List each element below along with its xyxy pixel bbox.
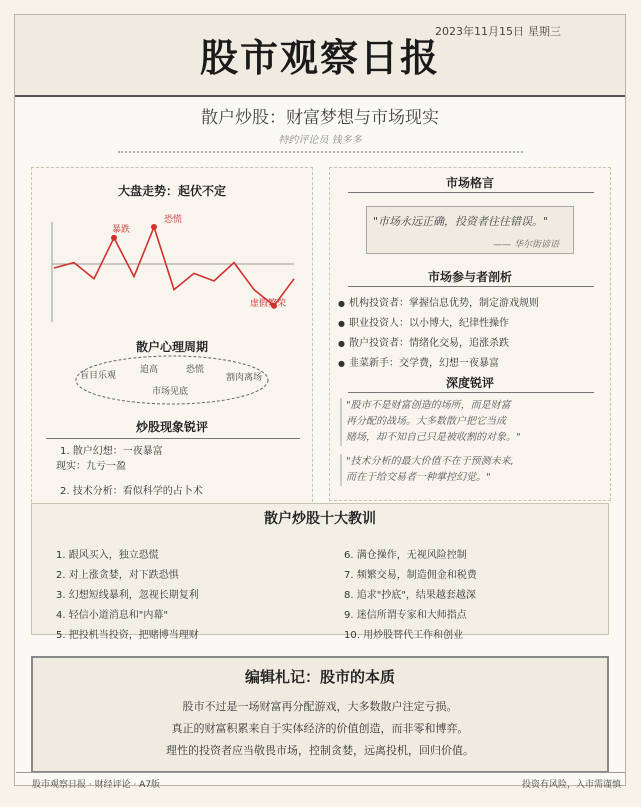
right-column-box (329, 167, 611, 501)
deep-p1-line-2: 再分配的战场。大多数散户把它当成 (346, 416, 506, 427)
deep-title: 深度锐评 (445, 376, 494, 390)
lesson-9: 9. 迷信所谓专家和大师指点 (344, 610, 467, 621)
lesson-5: 5. 把投机当投资，把赌博当理财 (56, 630, 199, 641)
cycle-stage-optimism: 盲目乐观 (80, 371, 117, 381)
annotation-crash: 暴跌 (112, 225, 131, 235)
trend-point-1 (151, 224, 157, 230)
participant-retail: ● 散户投资者：情绪化交易，追涨杀跌 (338, 334, 539, 354)
phenomenon-item-2: 2. 技术分析：看似科学的占卜术 (60, 486, 203, 497)
weekday-text: 星期三 (528, 25, 561, 38)
issue-date (431, 23, 561, 39)
deep-p1-line-3: 赌场，却不知自己只是被收割的对象。" (346, 432, 521, 443)
deep-paragraph-1 (340, 398, 521, 446)
lesson-2: 2. 对上涨贪婪，对下跌恐惧 (56, 570, 179, 581)
maxim-title: 市场格言 (445, 176, 494, 190)
masthead (15, 15, 625, 97)
newspaper-page (14, 14, 626, 786)
participants-title: 市场参与者剖析 (427, 270, 512, 284)
trend-point-0 (111, 235, 117, 241)
page-footer (16, 772, 625, 792)
participants-list (338, 294, 539, 374)
participant-newbie: ● 韭菜新手：交学费，幻想一夜暴富 (338, 354, 539, 374)
lesson-3: 3. 幻想短线暴利，忽视长期复利 (56, 590, 199, 601)
maxim-underline (348, 192, 594, 193)
maxim-quote-box (366, 206, 574, 254)
participant-professional: ● 职业投资人：以小博大，纪律性操作 (338, 314, 539, 334)
cycle-title: 散户心理周期 (135, 340, 208, 354)
annotation-false-boom: 虚假繁荣 (250, 299, 287, 309)
lessons-left-column (56, 546, 199, 646)
lesson-8: 8. 追求"抄底"，结果越套越深 (344, 590, 476, 601)
phenomena-underline (46, 438, 300, 439)
lessons-right-column (344, 546, 477, 646)
footer-left: 股市观察日报 · 财经评论 · A7版 (32, 780, 161, 790)
phenomena-title: 炒股现象锐评 (135, 420, 208, 434)
deep-p1-line-1: "股市不是财富创造的场所，而是财富 (346, 400, 511, 411)
editor-note (31, 656, 609, 773)
cycle-ellipse (32, 352, 314, 412)
editor-note-title: 编辑札记：股市的本质 (244, 668, 395, 686)
editor-note-line-2: 真正的财富积累来自于实体经济的价值创造，而非零和博弈。 (171, 722, 469, 735)
trend-line (54, 227, 294, 306)
cycle-stage-exit: 割肉离场 (226, 373, 263, 383)
dotted-divider (118, 151, 523, 153)
footer-disclaimer: 投资有风险，入市需谨慎 (521, 780, 621, 790)
lesson-10: 10. 用炒股替代工作和创业 (344, 630, 464, 641)
phenomenon-item-1-reality: 现实：九亏一盈 (56, 461, 126, 472)
lesson-6: 6. 满仓操作，无视风险控制 (344, 550, 467, 561)
trend-title: 大盘走势：起伏不定 (117, 184, 226, 198)
left-column-box (31, 167, 313, 507)
cycle-stage-panic: 恐慌 (186, 365, 205, 375)
lessons-box (31, 503, 609, 641)
deep-paragraph-2 (340, 454, 514, 486)
maxim-source: —— 华尔街谚语 (493, 240, 559, 250)
editor-note-line-1: 股市不过是一场财富再分配游戏，大多数散户注定亏损。 (182, 700, 458, 713)
editor-note-line-3: 理性的投资者应当敬畏市场，控制贪婪，远离投机，回归价值。 (166, 744, 474, 757)
annotation-panic: 恐慌 (164, 215, 183, 225)
date-text: 2023年11月15日 (435, 25, 524, 38)
lesson-4: 4. 轻信小道消息和"内幕" (56, 610, 168, 621)
deep-p2-line-2: 而在于给交易者一种掌控幻觉。" (346, 472, 491, 483)
maxim-quote: "市场永远正确，投资者往往错误。" (373, 215, 549, 228)
deep-p2-line-1: "技术分析的最大价值不在于预测未来, (346, 456, 514, 467)
participants-underline (348, 286, 594, 287)
lessons-title: 散户炒股十大教训 (264, 511, 376, 527)
article-byline: 特约评论员 钱多多 (278, 135, 362, 146)
newspaper-title: 股市观察日报 (199, 35, 440, 80)
cycle-stage-bottom: 市场见底 (152, 387, 189, 397)
lesson-7: 7. 频繁交易，制造佣金和税费 (344, 570, 477, 581)
article-headline: 散户炒股：财富梦想与市场现实 (201, 108, 439, 128)
phenomenon-item-1: 1. 散户幻想：一夜暴富 (60, 446, 163, 457)
deep-underline (348, 392, 594, 393)
lesson-1: 1. 跟风买入，独立恐慌 (56, 550, 159, 561)
participant-institutional: ● 机构投资者：掌握信息优势，制定游戏规则 (338, 294, 539, 314)
cycle-stage-chase: 追高 (140, 365, 159, 375)
